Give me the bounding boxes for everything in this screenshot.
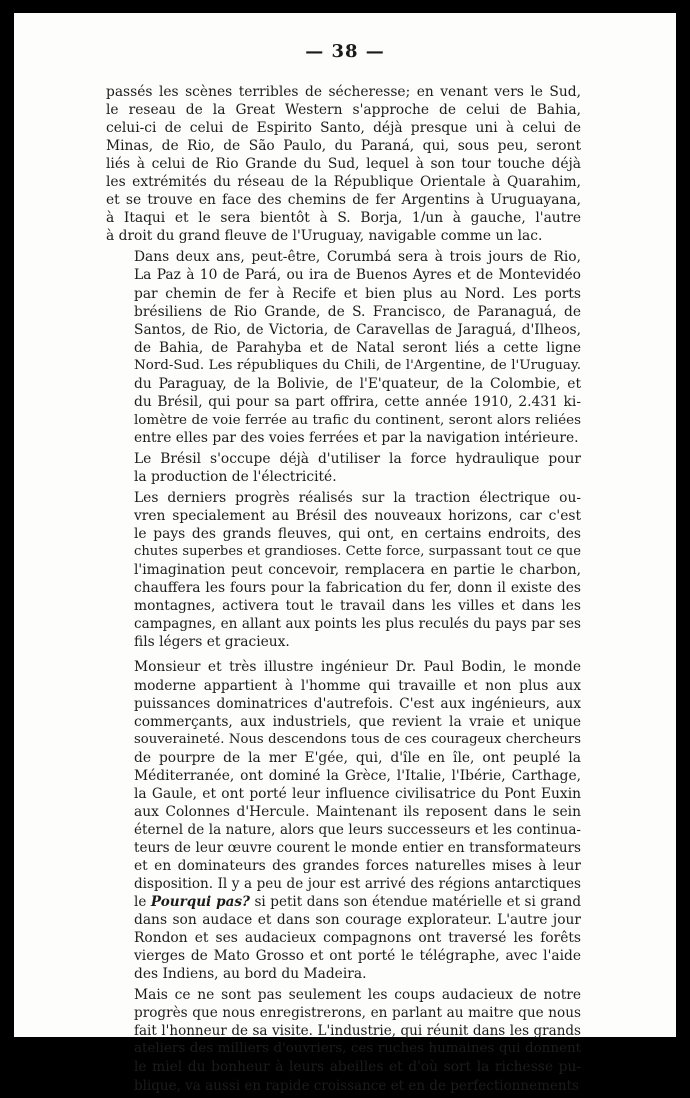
text-line: le reseau de la Great Western s'approche de celui de Bahia, bbox=[106, 102, 581, 119]
text-line: La Paz à 10 de Pará, ou ira de Buenos Ayres et de Montevidéo bbox=[134, 267, 581, 284]
paragraph bbox=[106, 489, 581, 651]
text-line: progrès que nous enregistrerons, en parlant au maitre que nous bbox=[134, 1005, 581, 1022]
text-line: fils légers et gracieux. bbox=[134, 634, 290, 651]
paragraph bbox=[106, 986, 581, 1094]
text-line: montagnes, activera tout le travail dans les villes et dans les bbox=[134, 598, 581, 615]
text-line: et se trouve en face des chemins de fer Argentins à Uruguayana, bbox=[106, 192, 581, 209]
text-line: de pourpre de la mer E'gée, qui, d'île en île, ont peuplé la bbox=[134, 749, 581, 766]
text-line: des Indiens, au bord du Madeira. bbox=[134, 966, 367, 983]
text-line: Mais ce ne sont pas seulement les coups audacieux de notre bbox=[134, 987, 581, 1004]
paragraph bbox=[106, 248, 581, 447]
text-line: brésiliens de Rio Grande, de S. Francisco, de Paranaguá, de bbox=[134, 303, 581, 320]
text-line: Santos, de Rio, de Victoria, de Caravellas de Jaraguá, d'Ilheos, bbox=[134, 321, 581, 338]
scanned-page bbox=[14, 13, 676, 1094]
text-line: de Bahia, de Parahyba et de Natal seront liés a cette ligne bbox=[134, 339, 581, 356]
text-line: Dans deux ans, peut-être, Corumbá sera à trois jours de Rio, bbox=[134, 249, 581, 266]
text-line: la Gaule, et ont porté leur influence civilisatrice du Pont Euxin bbox=[134, 785, 581, 802]
text-line: fait l'honneur de sa visite. L'industrie, qui réunit dans les grands bbox=[134, 1023, 581, 1040]
text-line: le Pourqui pas? si petit dans son étendue matérielle et si grand bbox=[134, 894, 581, 911]
text-line: Le Brésil s'occupe déjà d'utiliser la force hydraulique pour bbox=[134, 450, 581, 467]
text-line: Méditerranée, ont dominé la Grèce, l'Italie, l'Ibérie, Carthage, bbox=[134, 767, 581, 784]
text-line: commerçants, aux industriels, que revient la vraie et unique bbox=[134, 713, 581, 730]
text-line: chauffera les fours pour la fabrication du fer, donn il existe des bbox=[134, 580, 581, 597]
text-line: liés à celui de Rio Grande du Sud, lequel à son tour touche déjà bbox=[106, 156, 581, 173]
text-line: disposition. Il y a peu de jour est arrivé des régions antarctiques bbox=[134, 876, 581, 893]
text-line: par chemin de fer à Recife et bien plus au Nord. Les ports bbox=[134, 285, 581, 302]
text-line: du Paraguay, de la Bolivie, de l'E'quateur, de la Colombie, et bbox=[134, 375, 581, 392]
text-line: à droit du grand fleuve de l'Uruguay, navigable comme un lac. bbox=[106, 228, 543, 245]
page-number: — 38 — bbox=[305, 41, 385, 62]
text-line: entre elles par des voies ferrées et par la navigation intérieure. bbox=[134, 429, 579, 446]
text-line: le pays des grands fleuves, qui ont, en certains endroits, des bbox=[134, 526, 581, 543]
text-line: le miel du bonheur à leurs abeilles et d'où sort la richesse pu- bbox=[134, 1059, 581, 1076]
text-line: souveraineté. Nous descendons tous de ces courageux chercheurs bbox=[134, 731, 581, 747]
text-line: lomètre de voie ferrée au trafic du continent, seront alors reliées bbox=[134, 411, 581, 428]
paragraph bbox=[106, 450, 581, 486]
text-line: vierges de Mato Grosso et ont porté le télégraphe, avec l'aide bbox=[134, 948, 581, 965]
text-line: du Brésil, qui pour sa part offrira, cette année 1910, 2.431 ki- bbox=[134, 393, 581, 410]
text-line: aux Colonnes d'Hercule. Maintenant ils reposent dans le sein bbox=[134, 803, 581, 820]
text-line: Nord-Sud. Les républiques du Chili, de l'Argentine, de l'Uruguay. bbox=[134, 357, 581, 373]
text-line: la production de l'électricité. bbox=[134, 468, 337, 485]
text-line: ateliers des milliers d'ouvriers, ces ruches humaines qui donnent bbox=[134, 1041, 581, 1057]
text-line: chutes superbes et grandioses. Cette force, surpassant tout ce que bbox=[134, 544, 581, 560]
body-text bbox=[106, 83, 581, 1098]
text-line: dans son audace et dans son courage explorateur. L'autre jour bbox=[134, 912, 581, 929]
text-line: à Itaqui et le sera bientôt à S. Borja, 1/un à gauche, l'autre bbox=[106, 210, 581, 227]
text-line: celui-ci de celui de Espirito Santo, déjà presque uni à celui de bbox=[106, 120, 581, 137]
text-line: blique, va aussi en rapide croissance et en de perfectionnements bbox=[134, 1077, 579, 1094]
text-line: Rondon et ses audacieux compagnons ont traversé les forêts bbox=[134, 930, 581, 947]
ship-name: Pourqui pas? bbox=[150, 894, 250, 911]
text-line: moderne appartient à l'homme qui travaille et non plus aux bbox=[134, 677, 581, 694]
text-line: l'imagination peut concevoir, remplacera en partie le charbon, bbox=[134, 562, 581, 579]
text-line: vren specialement au Brésil des nouveaux horizons, car c'est bbox=[134, 508, 581, 525]
text-line: campagnes, en allant aux points les plus reculés du pays par ses bbox=[134, 616, 581, 633]
text-line: Minas, de Rio, de São Paulo, du Paraná, qui, sous peu, seront bbox=[106, 138, 581, 155]
paragraph bbox=[106, 658, 581, 983]
text-line: les extrémités du réseau de la République Orientale à Quarahim, bbox=[106, 174, 581, 191]
paragraph bbox=[106, 83, 581, 245]
text-line: passés les scènes terribles de sécheresse; en venant vers le Sud, bbox=[106, 84, 581, 100]
text-line: teurs de leur œuvre courent le monde entier en transformateurs bbox=[134, 839, 581, 856]
text-line: et en dominateurs des grandes forces naturelles mises à leur bbox=[134, 857, 581, 874]
text-line: Monsieur et très illustre ingénieur Dr. Paul Bodin, le monde bbox=[134, 659, 581, 676]
text-line: Les derniers progrès réalisés sur la traction électrique ou- bbox=[134, 490, 581, 507]
text-line: éternel de la nature, alors que leurs successeurs et les continua- bbox=[134, 821, 581, 838]
text-line: puissances dominatrices d'autrefois. C'est aux ingénieurs, aux bbox=[134, 695, 581, 712]
